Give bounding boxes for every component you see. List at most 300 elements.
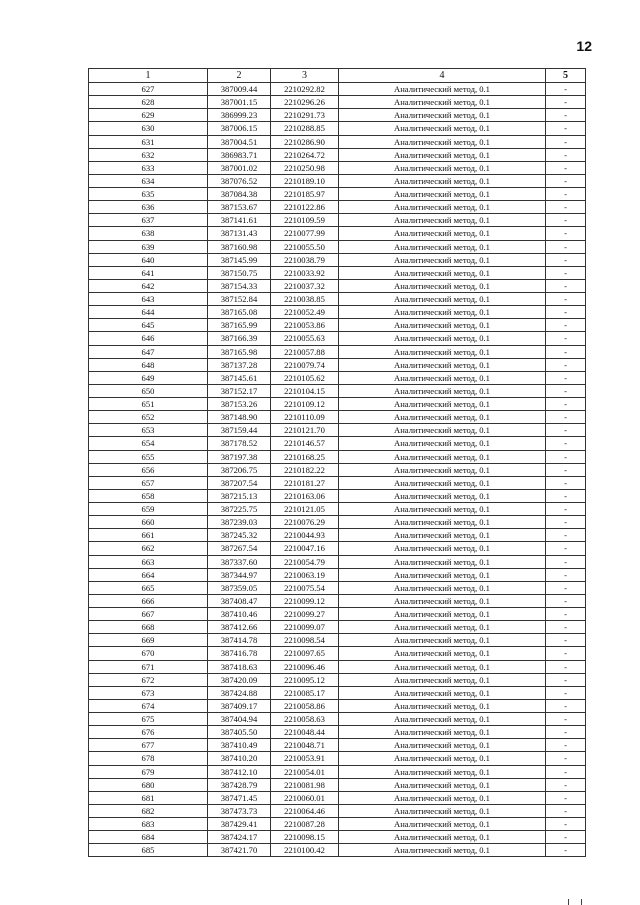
x-coordinate-cell: 387006.15 (208, 122, 271, 135)
column-header-5: 5 (546, 69, 586, 83)
y-coordinate-cell: 2210077.99 (271, 227, 339, 240)
y-coordinate-cell: 2210296.26 (271, 96, 339, 109)
table-row (89, 83, 586, 96)
table-row (89, 148, 586, 161)
point-number-cell: 652 (89, 411, 208, 424)
note-cell: - (546, 214, 586, 227)
y-coordinate-cell: 2210291.73 (271, 109, 339, 122)
method-cell: Аналитический метод, 0.1 (339, 293, 546, 306)
x-coordinate-cell: 387410.46 (208, 608, 271, 621)
table-row (89, 201, 586, 214)
y-coordinate-cell: 2210033.92 (271, 266, 339, 279)
point-number-cell: 638 (89, 227, 208, 240)
y-coordinate-cell: 2210054.79 (271, 555, 339, 568)
table-row (89, 686, 586, 699)
x-coordinate-cell: 387131.43 (208, 227, 271, 240)
table-row (89, 306, 586, 319)
y-coordinate-cell: 2210121.70 (271, 424, 339, 437)
table-row (89, 818, 586, 831)
y-coordinate-cell: 2210292.82 (271, 83, 339, 96)
x-coordinate-cell: 387404.94 (208, 713, 271, 726)
x-coordinate-cell: 387145.61 (208, 371, 271, 384)
point-number-cell: 654 (89, 437, 208, 450)
x-coordinate-cell: 387420.09 (208, 673, 271, 686)
note-cell: - (546, 555, 586, 568)
table-row (89, 555, 586, 568)
note-cell: - (546, 673, 586, 686)
y-coordinate-cell: 2210288.85 (271, 122, 339, 135)
method-cell: Аналитический метод, 0.1 (339, 279, 546, 292)
table-row (89, 529, 586, 542)
x-coordinate-cell: 387424.88 (208, 686, 271, 699)
y-coordinate-cell: 2210286.90 (271, 135, 339, 148)
note-cell: - (546, 621, 586, 634)
note-cell: - (546, 476, 586, 489)
y-coordinate-cell: 2210121.05 (271, 503, 339, 516)
table-row (89, 765, 586, 778)
x-coordinate-cell: 387009.44 (208, 83, 271, 96)
y-coordinate-cell: 2210058.86 (271, 699, 339, 712)
y-coordinate-cell: 2210057.88 (271, 345, 339, 358)
method-cell: Аналитический метод, 0.1 (339, 240, 546, 253)
method-cell: Аналитический метод, 0.1 (339, 358, 546, 371)
point-number-cell: 647 (89, 345, 208, 358)
table-row (89, 371, 586, 384)
table-row (89, 161, 586, 174)
table-row (89, 463, 586, 476)
x-coordinate-cell: 387154.33 (208, 279, 271, 292)
x-coordinate-cell: 387152.84 (208, 293, 271, 306)
y-coordinate-cell: 2210100.42 (271, 844, 339, 857)
note-cell: - (546, 358, 586, 371)
method-cell: Аналитический метод, 0.1 (339, 201, 546, 214)
note-cell: - (546, 529, 586, 542)
table-row (89, 240, 586, 253)
note-cell: - (546, 161, 586, 174)
x-coordinate-cell: 387412.10 (208, 765, 271, 778)
table-row (89, 424, 586, 437)
note-cell: - (546, 542, 586, 555)
note-cell: - (546, 306, 586, 319)
method-cell: Аналитический метод, 0.1 (339, 699, 546, 712)
y-coordinate-cell: 2210055.50 (271, 240, 339, 253)
note-cell: - (546, 96, 586, 109)
table-row (89, 778, 586, 791)
header-row (89, 69, 586, 83)
method-cell: Аналитический метод, 0.1 (339, 818, 546, 831)
note-cell: - (546, 174, 586, 187)
y-coordinate-cell: 2210095.12 (271, 673, 339, 686)
point-number-cell: 668 (89, 621, 208, 634)
method-cell: Аналитический метод, 0.1 (339, 437, 546, 450)
method-cell: Аналитический метод, 0.1 (339, 647, 546, 660)
method-cell: Аналитический метод, 0.1 (339, 726, 546, 739)
note-cell: - (546, 818, 586, 831)
method-cell: Аналитический метод, 0.1 (339, 804, 546, 817)
table-row (89, 581, 586, 594)
column-header-4: 4 (339, 69, 546, 83)
table-body (89, 83, 586, 857)
y-coordinate-cell: 2210079.74 (271, 358, 339, 371)
note-cell: - (546, 398, 586, 411)
method-cell: Аналитический метод, 0.1 (339, 332, 546, 345)
x-coordinate-cell: 386983.71 (208, 148, 271, 161)
note-cell: - (546, 791, 586, 804)
x-coordinate-cell: 387197.38 (208, 450, 271, 463)
table-row (89, 608, 586, 621)
y-coordinate-cell: 2210085.17 (271, 686, 339, 699)
x-coordinate-cell: 387001.02 (208, 161, 271, 174)
point-number-cell: 673 (89, 686, 208, 699)
point-number-cell: 660 (89, 516, 208, 529)
x-coordinate-cell: 387165.08 (208, 306, 271, 319)
note-cell: - (546, 660, 586, 673)
x-coordinate-cell: 387153.26 (208, 398, 271, 411)
point-number-cell: 659 (89, 503, 208, 516)
point-number-cell: 681 (89, 791, 208, 804)
point-number-cell: 676 (89, 726, 208, 739)
method-cell: Аналитический метод, 0.1 (339, 109, 546, 122)
x-coordinate-cell: 387410.20 (208, 752, 271, 765)
x-coordinate-cell: 387152.17 (208, 384, 271, 397)
table-row (89, 752, 586, 765)
x-coordinate-cell: 387408.47 (208, 594, 271, 607)
note-cell: - (546, 713, 586, 726)
x-coordinate-cell: 387414.78 (208, 634, 271, 647)
column-header-3: 3 (271, 69, 339, 83)
y-coordinate-cell: 2210104.15 (271, 384, 339, 397)
table-row (89, 699, 586, 712)
method-cell: Аналитический метод, 0.1 (339, 266, 546, 279)
x-coordinate-cell: 387165.98 (208, 345, 271, 358)
point-number-cell: 628 (89, 96, 208, 109)
x-coordinate-cell: 387428.79 (208, 778, 271, 791)
note-cell: - (546, 135, 586, 148)
method-cell: Аналитический метод, 0.1 (339, 621, 546, 634)
method-cell: Аналитический метод, 0.1 (339, 503, 546, 516)
x-coordinate-cell: 387409.17 (208, 699, 271, 712)
point-number-cell: 633 (89, 161, 208, 174)
note-cell: - (546, 634, 586, 647)
x-coordinate-cell: 387359.05 (208, 581, 271, 594)
table-row (89, 791, 586, 804)
x-coordinate-cell: 387084.38 (208, 188, 271, 201)
point-number-cell: 666 (89, 594, 208, 607)
table-row (89, 293, 586, 306)
x-coordinate-cell: 387150.75 (208, 266, 271, 279)
y-coordinate-cell: 2210181.27 (271, 476, 339, 489)
point-number-cell: 653 (89, 424, 208, 437)
y-coordinate-cell: 2210048.44 (271, 726, 339, 739)
x-coordinate-cell: 387416.78 (208, 647, 271, 660)
method-cell: Аналитический метод, 0.1 (339, 555, 546, 568)
point-number-cell: 648 (89, 358, 208, 371)
x-coordinate-cell: 386999.23 (208, 109, 271, 122)
note-cell: - (546, 581, 586, 594)
note-cell: - (546, 739, 586, 752)
note-cell: - (546, 752, 586, 765)
table-row (89, 122, 586, 135)
table-row (89, 188, 586, 201)
method-cell: Аналитический метод, 0.1 (339, 831, 546, 844)
table-row (89, 135, 586, 148)
table-row (89, 332, 586, 345)
note-cell: - (546, 489, 586, 502)
table-row (89, 660, 586, 673)
table-row (89, 266, 586, 279)
table-row (89, 174, 586, 187)
method-cell: Аналитический метод, 0.1 (339, 188, 546, 201)
method-cell: Аналитический метод, 0.1 (339, 529, 546, 542)
method-cell: Аналитический метод, 0.1 (339, 752, 546, 765)
note-cell: - (546, 686, 586, 699)
table-row (89, 489, 586, 502)
method-cell: Аналитический метод, 0.1 (339, 516, 546, 529)
x-coordinate-cell: 387166.39 (208, 332, 271, 345)
point-number-cell: 642 (89, 279, 208, 292)
table-header (89, 69, 586, 83)
y-coordinate-cell: 2210109.59 (271, 214, 339, 227)
note-cell: - (546, 516, 586, 529)
point-number-cell: 649 (89, 371, 208, 384)
y-coordinate-cell: 2210099.07 (271, 621, 339, 634)
point-number-cell: 636 (89, 201, 208, 214)
method-cell: Аналитический метод, 0.1 (339, 844, 546, 857)
table-row (89, 253, 586, 266)
method-cell: Аналитический метод, 0.1 (339, 713, 546, 726)
x-coordinate-cell: 387137.28 (208, 358, 271, 371)
y-coordinate-cell: 2210038.79 (271, 253, 339, 266)
table-row (89, 476, 586, 489)
y-coordinate-cell: 2210185.97 (271, 188, 339, 201)
x-coordinate-cell: 387153.67 (208, 201, 271, 214)
method-cell: Аналитический метод, 0.1 (339, 411, 546, 424)
note-cell: - (546, 424, 586, 437)
note-cell: - (546, 109, 586, 122)
method-cell: Аналитический метод, 0.1 (339, 594, 546, 607)
table-row (89, 437, 586, 450)
x-coordinate-cell: 387215.13 (208, 489, 271, 502)
y-coordinate-cell: 2210099.12 (271, 594, 339, 607)
point-number-cell: 671 (89, 660, 208, 673)
note-cell: - (546, 450, 586, 463)
x-coordinate-cell: 387076.52 (208, 174, 271, 187)
x-coordinate-cell: 387412.66 (208, 621, 271, 634)
point-number-cell: 662 (89, 542, 208, 555)
page-number: 12 (576, 38, 592, 54)
point-number-cell: 683 (89, 818, 208, 831)
x-coordinate-cell: 387429.41 (208, 818, 271, 831)
method-cell: Аналитический метод, 0.1 (339, 581, 546, 594)
note-cell: - (546, 371, 586, 384)
method-cell: Аналитический метод, 0.1 (339, 83, 546, 96)
note-cell: - (546, 778, 586, 791)
table-row (89, 319, 586, 332)
method-cell: Аналитический метод, 0.1 (339, 608, 546, 621)
note-cell: - (546, 227, 586, 240)
table-row (89, 411, 586, 424)
table-row (89, 647, 586, 660)
table-row (89, 398, 586, 411)
y-coordinate-cell: 2210096.46 (271, 660, 339, 673)
x-coordinate-cell: 387410.49 (208, 739, 271, 752)
table-row (89, 726, 586, 739)
point-number-cell: 675 (89, 713, 208, 726)
y-coordinate-cell: 2210250.98 (271, 161, 339, 174)
method-cell: Аналитический метод, 0.1 (339, 227, 546, 240)
point-number-cell: 631 (89, 135, 208, 148)
point-number-cell: 679 (89, 765, 208, 778)
y-coordinate-cell: 2210052.49 (271, 306, 339, 319)
y-coordinate-cell: 2210168.25 (271, 450, 339, 463)
table-row (89, 831, 586, 844)
y-coordinate-cell: 2210055.63 (271, 332, 339, 345)
point-number-cell: 632 (89, 148, 208, 161)
method-cell: Аналитический метод, 0.1 (339, 398, 546, 411)
note-cell: - (546, 319, 586, 332)
x-coordinate-cell: 387145.99 (208, 253, 271, 266)
x-coordinate-cell: 387267.54 (208, 542, 271, 555)
point-number-cell: 645 (89, 319, 208, 332)
point-number-cell: 658 (89, 489, 208, 502)
method-cell: Аналитический метод, 0.1 (339, 174, 546, 187)
y-coordinate-cell: 2210098.15 (271, 831, 339, 844)
y-coordinate-cell: 2210038.85 (271, 293, 339, 306)
method-cell: Аналитический метод, 0.1 (339, 463, 546, 476)
y-coordinate-cell: 2210087.28 (271, 818, 339, 831)
point-number-cell: 663 (89, 555, 208, 568)
method-cell: Аналитический метод, 0.1 (339, 476, 546, 489)
table-row (89, 844, 586, 857)
x-coordinate-cell: 387004.51 (208, 135, 271, 148)
x-coordinate-cell: 387148.90 (208, 411, 271, 424)
x-coordinate-cell: 387159.44 (208, 424, 271, 437)
table-row (89, 516, 586, 529)
note-cell: - (546, 83, 586, 96)
point-number-cell: 651 (89, 398, 208, 411)
x-coordinate-cell: 387418.63 (208, 660, 271, 673)
table-row (89, 109, 586, 122)
point-number-cell: 655 (89, 450, 208, 463)
note-cell: - (546, 463, 586, 476)
note-cell: - (546, 384, 586, 397)
y-coordinate-cell: 2210264.72 (271, 148, 339, 161)
table-row (89, 542, 586, 555)
point-number-cell: 635 (89, 188, 208, 201)
point-number-cell: 674 (89, 699, 208, 712)
y-coordinate-cell: 2210075.54 (271, 581, 339, 594)
column-header-1: 1 (89, 69, 208, 83)
point-number-cell: 661 (89, 529, 208, 542)
y-coordinate-cell: 2210081.98 (271, 778, 339, 791)
y-coordinate-cell: 2210109.12 (271, 398, 339, 411)
method-cell: Аналитический метод, 0.1 (339, 673, 546, 686)
note-cell: - (546, 148, 586, 161)
x-coordinate-cell: 387001.15 (208, 96, 271, 109)
point-number-cell: 669 (89, 634, 208, 647)
x-coordinate-cell: 387405.50 (208, 726, 271, 739)
note-cell: - (546, 266, 586, 279)
y-coordinate-cell: 2210076.29 (271, 516, 339, 529)
point-number-cell: 677 (89, 739, 208, 752)
table-row (89, 713, 586, 726)
point-number-cell: 639 (89, 240, 208, 253)
y-coordinate-cell: 2210063.19 (271, 568, 339, 581)
point-number-cell: 630 (89, 122, 208, 135)
note-cell: - (546, 804, 586, 817)
x-coordinate-cell: 387160.98 (208, 240, 271, 253)
method-cell: Аналитический метод, 0.1 (339, 660, 546, 673)
x-coordinate-cell: 387225.75 (208, 503, 271, 516)
method-cell: Аналитический метод, 0.1 (339, 319, 546, 332)
table-row (89, 739, 586, 752)
method-cell: Аналитический метод, 0.1 (339, 765, 546, 778)
table-row (89, 345, 586, 358)
method-cell: Аналитический метод, 0.1 (339, 161, 546, 174)
table-row (89, 568, 586, 581)
note-cell: - (546, 437, 586, 450)
note-cell: - (546, 844, 586, 857)
note-cell: - (546, 240, 586, 253)
y-coordinate-cell: 2210098.54 (271, 634, 339, 647)
point-number-cell: 667 (89, 608, 208, 621)
point-number-cell: 682 (89, 804, 208, 817)
method-cell: Аналитический метод, 0.1 (339, 450, 546, 463)
method-cell: Аналитический метод, 0.1 (339, 135, 546, 148)
y-coordinate-cell: 2210110.09 (271, 411, 339, 424)
method-cell: Аналитический метод, 0.1 (339, 345, 546, 358)
x-coordinate-cell: 387206.75 (208, 463, 271, 476)
method-cell: Аналитический метод, 0.1 (339, 306, 546, 319)
method-cell: Аналитический метод, 0.1 (339, 424, 546, 437)
point-number-cell: 641 (89, 266, 208, 279)
y-coordinate-cell: 2210047.16 (271, 542, 339, 555)
y-coordinate-cell: 2210053.86 (271, 319, 339, 332)
point-number-cell: 646 (89, 332, 208, 345)
point-number-cell: 644 (89, 306, 208, 319)
y-coordinate-cell: 2210189.10 (271, 174, 339, 187)
table-row (89, 594, 586, 607)
table-row (89, 358, 586, 371)
note-cell: - (546, 345, 586, 358)
coordinates-table (88, 68, 586, 857)
method-cell: Аналитический метод, 0.1 (339, 96, 546, 109)
table-row (89, 804, 586, 817)
table-row (89, 450, 586, 463)
method-cell: Аналитический метод, 0.1 (339, 253, 546, 266)
point-number-cell: 629 (89, 109, 208, 122)
point-number-cell: 672 (89, 673, 208, 686)
note-cell: - (546, 503, 586, 516)
x-coordinate-cell: 387178.52 (208, 437, 271, 450)
note-cell: - (546, 411, 586, 424)
method-cell: Аналитический метод, 0.1 (339, 739, 546, 752)
y-coordinate-cell: 2210105.62 (271, 371, 339, 384)
note-cell: - (546, 699, 586, 712)
point-number-cell: 650 (89, 384, 208, 397)
x-coordinate-cell: 387473.73 (208, 804, 271, 817)
x-coordinate-cell: 387424.17 (208, 831, 271, 844)
note-cell: - (546, 726, 586, 739)
corner-mark (568, 899, 582, 905)
point-number-cell: 680 (89, 778, 208, 791)
method-cell: Аналитический метод, 0.1 (339, 214, 546, 227)
x-coordinate-cell: 387421.70 (208, 844, 271, 857)
note-cell: - (546, 279, 586, 292)
note-cell: - (546, 608, 586, 621)
y-coordinate-cell: 2210146.57 (271, 437, 339, 450)
note-cell: - (546, 831, 586, 844)
